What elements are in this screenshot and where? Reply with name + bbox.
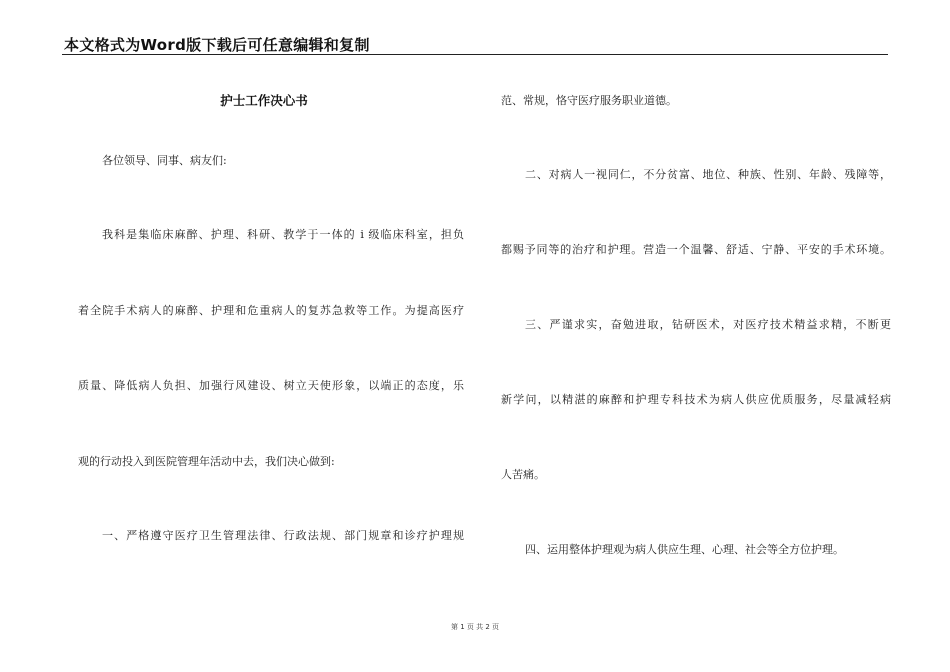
paragraph-line: 观的行动投入到医院管理年活动中去，我们决心做到: xyxy=(78,455,335,468)
paragraph-line: 着全院手术病人的麻醉、护理和危重病人的复苏急救等工作。为提高医疗 xyxy=(78,304,464,317)
paragraph-line: 质量、降低病人负担、加强行风建设、树立天使形象，以端正的态度，乐 xyxy=(78,379,464,392)
paragraph-line: 一、严格遵守医疗卫生管理法律、行政法规、部门规章和诊疗护理规 xyxy=(102,529,464,542)
paragraph-line: 范、常规，恪守医疗服务职业道德。 xyxy=(501,94,677,107)
download-banner-text: 本文格式为Word版下载后可任意编辑和复制 xyxy=(64,36,370,54)
paragraph-line: 新学问，以精湛的麻醉和护理专科技术为病人供应优质服务，尽量减轻病 xyxy=(501,393,891,406)
paragraph-line: 三、严谨求实，奋勉进取，钻研医术，对医疗技术精益求精，不断更 xyxy=(525,318,891,331)
paragraph-line: 都赐予同等的治疗和护理。营造一个温馨、舒适、宁静、平安的手术环境。 xyxy=(501,243,891,256)
paragraph-line: 我科是集临床麻醉、护理、科研、教学于一体的 i 级临床科室，担负 xyxy=(102,228,464,241)
paragraph-line: 人苦痛。 xyxy=(501,468,545,481)
header-divider xyxy=(62,54,888,55)
document-title: 护士工作决心书 xyxy=(220,93,308,108)
paragraph-line: 四、运用整体护理观为病人供应生理、心理、社会等全方位护理。 xyxy=(525,543,844,556)
salutation-line: 各位领导、同事、病友们: xyxy=(102,154,227,167)
page-number-footer: 第 1 页 共 2 页 xyxy=(450,623,500,631)
paragraph-line: 二、对病人一视同仁，不分贫富、地位、种族、性别、年龄、残障等， xyxy=(525,168,891,181)
